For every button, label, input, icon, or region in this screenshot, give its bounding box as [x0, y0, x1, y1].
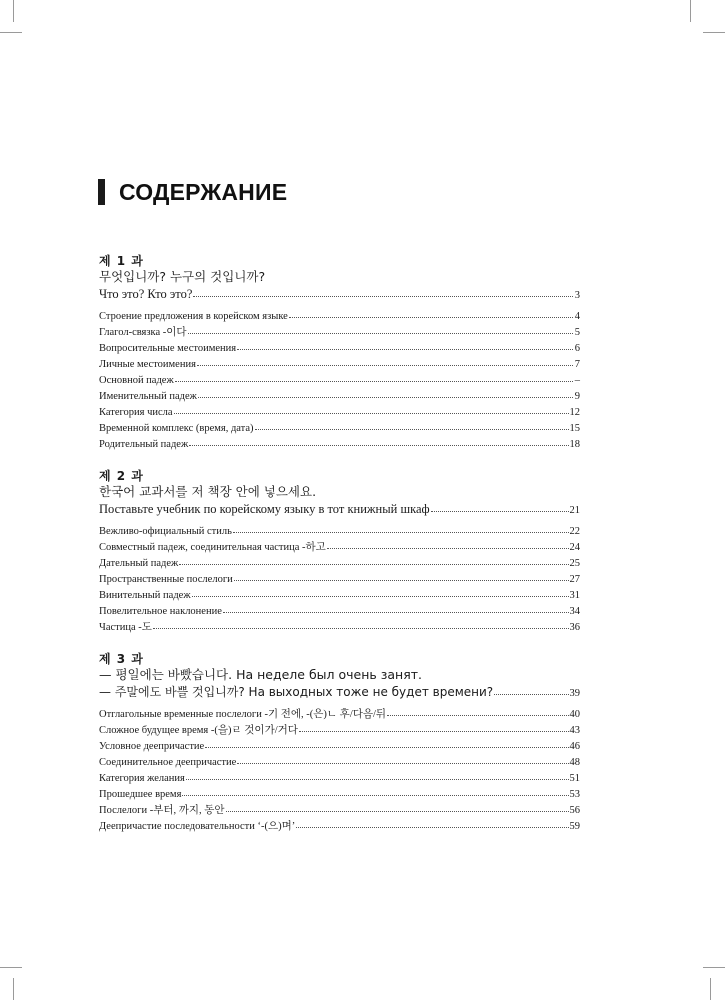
toc-entry-label: — 주말에도 바쁠 것입니까? На выходных тоже не будет времени? [99, 685, 494, 699]
toc-page-number: 18 [569, 439, 580, 450]
lesson-2-section [99, 469, 580, 635]
toc-page-number: 22 [569, 526, 580, 537]
lesson-number: 제 1 과 [99, 254, 144, 268]
toc-entry[interactable] [99, 308, 580, 324]
dot-leader [299, 721, 569, 732]
toc-main-entry[interactable] [99, 683, 580, 701]
toc-main-entry[interactable] [99, 285, 580, 303]
toc-page-number: 9 [574, 391, 580, 402]
toc-entry[interactable] [99, 706, 580, 722]
toc-page-number: 36 [569, 622, 580, 633]
toc-entry-label: Основной падеж [99, 375, 174, 386]
toc-page-number: 53 [569, 789, 580, 800]
toc-entry[interactable] [99, 436, 580, 452]
dot-leader [197, 355, 573, 366]
toc-page-number: 40 [569, 709, 580, 720]
crop-mark-top-right-h [703, 32, 725, 33]
dot-leader [198, 387, 573, 398]
crop-mark-bottom-left [13, 978, 14, 1000]
toc-entry[interactable] [99, 324, 580, 340]
toc-entry-label: Глагол-связка -이다 [99, 327, 187, 338]
crop-mark-top-left-h [0, 32, 22, 33]
heading-bar [98, 179, 105, 205]
toc-page-number: 15 [569, 423, 580, 434]
dot-leader [431, 501, 569, 512]
toc-entry-label: Личные местоимения [99, 359, 196, 370]
toc-entry-label: Вежливо-официальный стиль [99, 526, 232, 537]
toc-entry[interactable] [99, 356, 580, 372]
dot-leader [296, 817, 568, 828]
dot-leader [387, 705, 568, 716]
toc-entry-label: Временной комплекс (время, дата) [99, 423, 254, 434]
lesson-korean-title: 무엇입니까? 누구의 것입니까? [99, 269, 266, 284]
toc-entry-label: Поставьте учебник по корейскому языку в тот книжный шкаф [99, 502, 430, 516]
toc-page-number: 7 [574, 359, 580, 370]
toc-page-number: 12 [569, 407, 580, 418]
toc-entry-label: Строение предложения в корейском языке [99, 311, 288, 322]
crop-mark-bottom-right-h [703, 967, 725, 968]
toc-page-number: 48 [569, 757, 580, 768]
toc-entry-label: Деепричастие последовательности ‘-(으)며’ [99, 821, 296, 832]
dot-leader [174, 403, 569, 414]
toc-entry-label: Категория числа [99, 407, 173, 418]
dot-leader [234, 570, 569, 581]
toc-entry-label: Дательный падеж [99, 558, 179, 569]
toc-entry[interactable] [99, 388, 580, 404]
toc-entry-label: Винительный падеж [99, 590, 191, 601]
toc-page-number: 25 [569, 558, 580, 569]
toc-entry-label: Что это? Кто это? [99, 287, 193, 301]
crop-mark-bottom-right [710, 978, 711, 1000]
toc-entry[interactable] [99, 555, 580, 571]
toc-entry[interactable] [99, 818, 580, 834]
toc-page-number: 6 [574, 343, 580, 354]
toc-page-number: 5 [574, 327, 580, 338]
toc-page-number: 43 [569, 725, 580, 736]
lesson-korean-title: — 평일에는 바빴습니다. На неделе был очень занят. [99, 667, 422, 682]
dot-leader [192, 586, 569, 597]
dot-leader [237, 339, 573, 350]
toc-entry[interactable] [99, 523, 580, 539]
toc-page-number: 21 [569, 505, 580, 516]
dot-leader [188, 323, 573, 334]
dot-leader [289, 307, 573, 318]
toc-entry[interactable] [99, 770, 580, 786]
dot-leader [179, 554, 568, 565]
page-title: СОДЕРЖАНИЕ [119, 178, 288, 205]
dot-leader [237, 753, 568, 764]
toc-entry[interactable] [99, 754, 580, 770]
crop-mark-top-left [13, 0, 14, 22]
dot-leader [327, 538, 569, 549]
crop-mark-bottom-left-h [0, 967, 22, 968]
toc-entry[interactable] [99, 539, 580, 555]
toc-entry[interactable] [99, 571, 580, 587]
toc-entry-label: Послелоги -부터, 까지, 동안 [99, 805, 225, 816]
toc-entry-label: Соединительное деепричастие [99, 757, 237, 768]
toc-entry-label: Частица -도 [99, 622, 152, 633]
crop-mark-top-right [690, 0, 691, 22]
toc-entry-label: Вопросительные местоимения [99, 343, 237, 354]
lesson-3-section [99, 652, 580, 834]
lesson-korean-title: 한국어 교과서를 저 책장 안에 넣으세요. [99, 484, 317, 499]
toc-page-number: 31 [569, 590, 580, 601]
toc-entry[interactable] [99, 619, 580, 635]
dot-leader [233, 522, 569, 533]
toc-page-number: 59 [569, 821, 580, 832]
toc-entry-label: Условное деепричастие [99, 741, 205, 752]
toc-page-number: 4 [574, 311, 580, 322]
toc-page-number: 3 [574, 290, 580, 301]
dot-leader [223, 602, 569, 613]
toc-entry-label: Именительный падеж [99, 391, 197, 402]
dot-leader [189, 435, 568, 446]
toc-entry[interactable] [99, 786, 580, 802]
toc-page-number: 46 [569, 741, 580, 752]
toc-entry-label: Повелительное наклонение [99, 606, 222, 617]
dot-leader [193, 286, 573, 297]
toc-entry[interactable] [99, 722, 580, 738]
dot-leader [226, 801, 569, 812]
toc-entry-label: Прошедшее время [99, 789, 182, 800]
toc-entry[interactable] [99, 802, 580, 818]
toc-entry-label: Пространственные послелоги [99, 574, 233, 585]
lesson-number: 제 3 과 [99, 652, 144, 666]
toc-entry-label: Категория желания [99, 773, 185, 784]
dot-leader [255, 419, 569, 430]
lesson-number: 제 2 과 [99, 469, 144, 483]
toc-entry[interactable] [99, 603, 580, 619]
toc-entry[interactable] [99, 340, 580, 356]
toc-page-number: 27 [569, 574, 580, 585]
dot-leader [153, 618, 569, 629]
toc-page-number: 56 [569, 805, 580, 816]
dot-leader [182, 785, 568, 796]
toc-page-number: 34 [569, 606, 580, 617]
toc-page-number: – [574, 375, 580, 386]
dot-leader [494, 684, 568, 695]
toc-entry-label: Отглагольные временные послелоги -기 전에, -(은)ㄴ 후/다음/뒤 [99, 709, 387, 720]
page-heading [98, 178, 287, 206]
toc-entry[interactable] [99, 404, 580, 420]
dot-leader [205, 737, 568, 748]
dot-leader [175, 371, 573, 382]
toc-entry[interactable] [99, 587, 580, 603]
toc-page-number: 51 [569, 773, 580, 784]
dot-leader [186, 769, 569, 780]
toc-page-number: 39 [569, 688, 580, 699]
toc-main-entry[interactable] [99, 500, 580, 518]
toc-page-number: 24 [569, 542, 580, 553]
toc-entry-label: Совместный падеж, соединительная частица -하고 [99, 542, 326, 553]
lesson-1-section [99, 254, 580, 452]
toc-entry-label: Сложное будущее время -(을)ㄹ 것이가/거다 [99, 725, 298, 736]
toc-entry-label: Родительный падеж [99, 439, 189, 450]
toc-entry[interactable] [99, 420, 580, 436]
toc-entry[interactable] [99, 372, 580, 388]
toc-entry[interactable] [99, 738, 580, 754]
